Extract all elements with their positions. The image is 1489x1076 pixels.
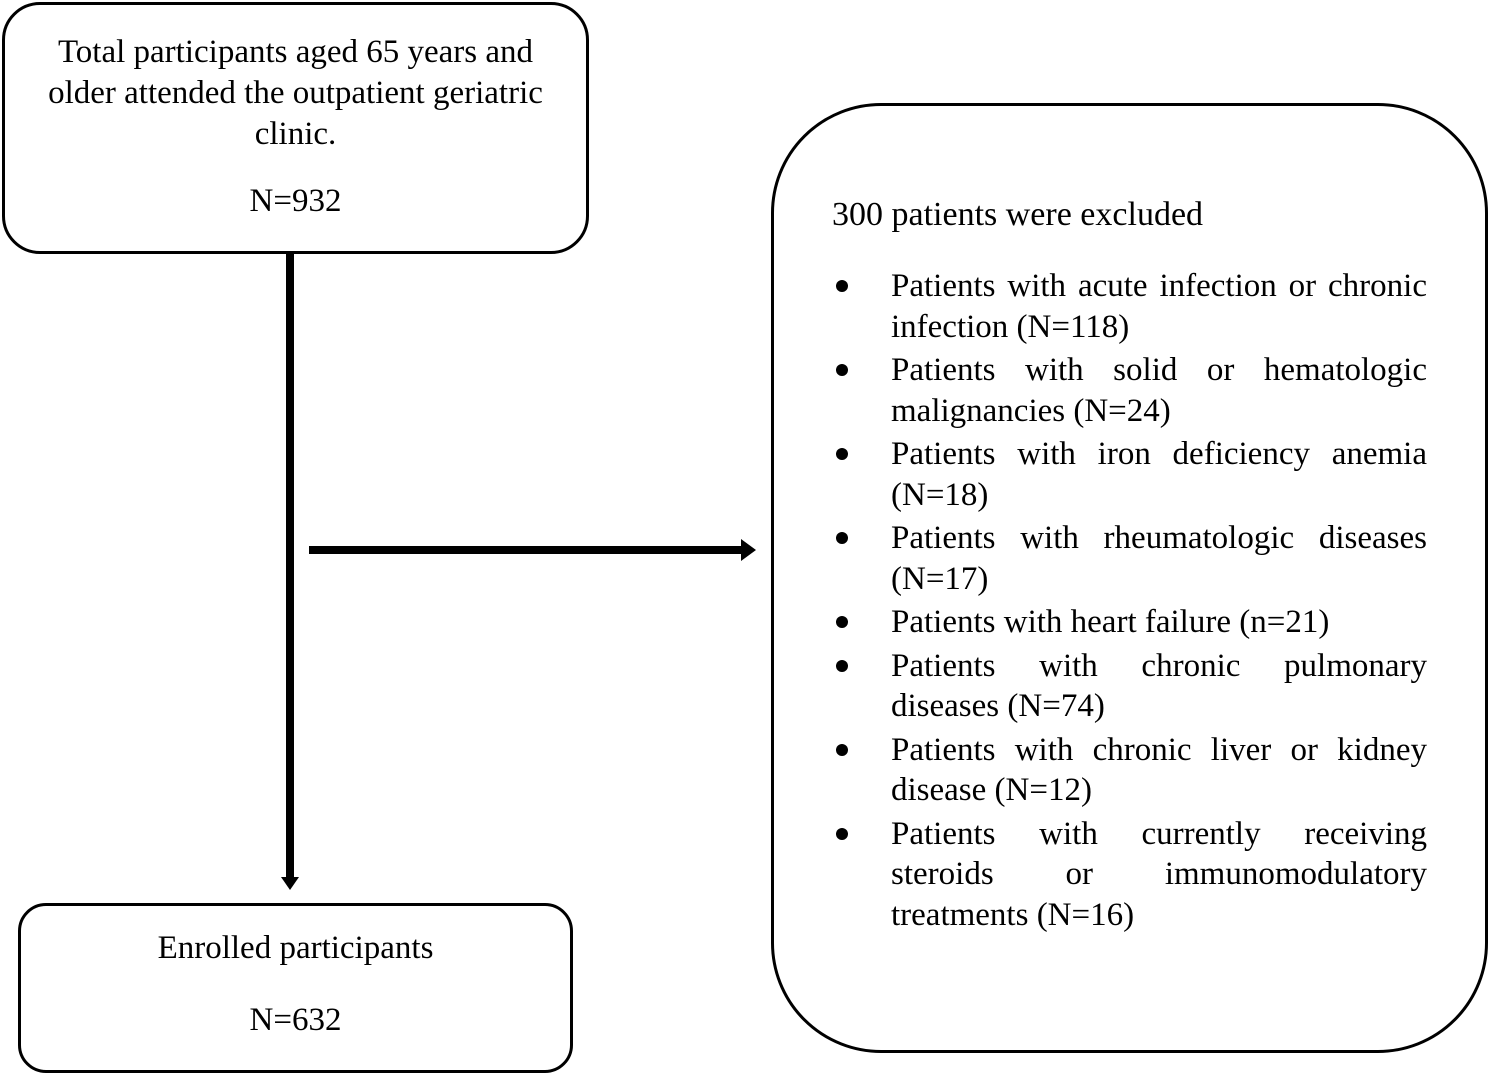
exclusion-item-text: Patients with currently receiving steroids or immunomodulatory treatments (N=16) bbox=[891, 815, 1427, 933]
bullet-icon bbox=[836, 744, 848, 756]
exclusion-list bbox=[774, 266, 1485, 938]
bullet-icon bbox=[836, 448, 848, 460]
exclusion-item bbox=[774, 266, 1485, 347]
bullet-icon bbox=[836, 828, 848, 840]
exclusion-item bbox=[774, 646, 1485, 727]
enrolled-participants-count: N=632 bbox=[249, 1002, 342, 1038]
bullet-icon bbox=[836, 616, 848, 628]
enrolled-participants-text: Enrolled participants bbox=[157, 930, 434, 966]
exclusion-item-text: Patients with chronic pulmonary diseases (N=74) bbox=[891, 647, 1427, 724]
bullet-icon bbox=[836, 660, 848, 672]
exclusion-branch-arrowhead bbox=[741, 539, 756, 561]
exclusion-item-text: Patients with solid or hematologic malignancies (N=24) bbox=[891, 352, 1427, 429]
exclusion-item bbox=[774, 814, 1485, 936]
total-participants-count: N=932 bbox=[249, 183, 342, 219]
exclusion-item bbox=[774, 602, 1485, 643]
exclusion-title: 300 patients were excluded bbox=[832, 196, 1204, 233]
exclusion-item bbox=[774, 730, 1485, 811]
exclusion-item bbox=[774, 434, 1485, 515]
main-flow-arrowhead bbox=[281, 877, 299, 890]
total-participants-box bbox=[2, 2, 589, 254]
exclusion-item bbox=[774, 518, 1485, 599]
exclusion-item-text: Patients with heart failure (n=21) bbox=[891, 604, 1330, 640]
exclusion-item-text: Patients with rheumatologic diseases (N=17) bbox=[891, 520, 1427, 597]
exclusion-item-text: Patients with acute infection or chronic infection (N=118) bbox=[891, 268, 1427, 345]
bullet-icon bbox=[836, 532, 848, 544]
bullet-icon bbox=[836, 280, 848, 292]
exclusion-item-text: Patients with iron deficiency anemia (N=18) bbox=[891, 436, 1427, 513]
enrolled-participants-box bbox=[18, 903, 573, 1073]
exclusion-item bbox=[774, 350, 1485, 431]
exclusion-box bbox=[771, 103, 1488, 1053]
bullet-icon bbox=[836, 364, 848, 376]
exclusion-item-text: Patients with chronic liver or kidney disease (N=12) bbox=[891, 731, 1427, 808]
total-participants-text: Total participants aged 65 years and older attended the outpatient geriatric clinic. bbox=[48, 34, 543, 152]
